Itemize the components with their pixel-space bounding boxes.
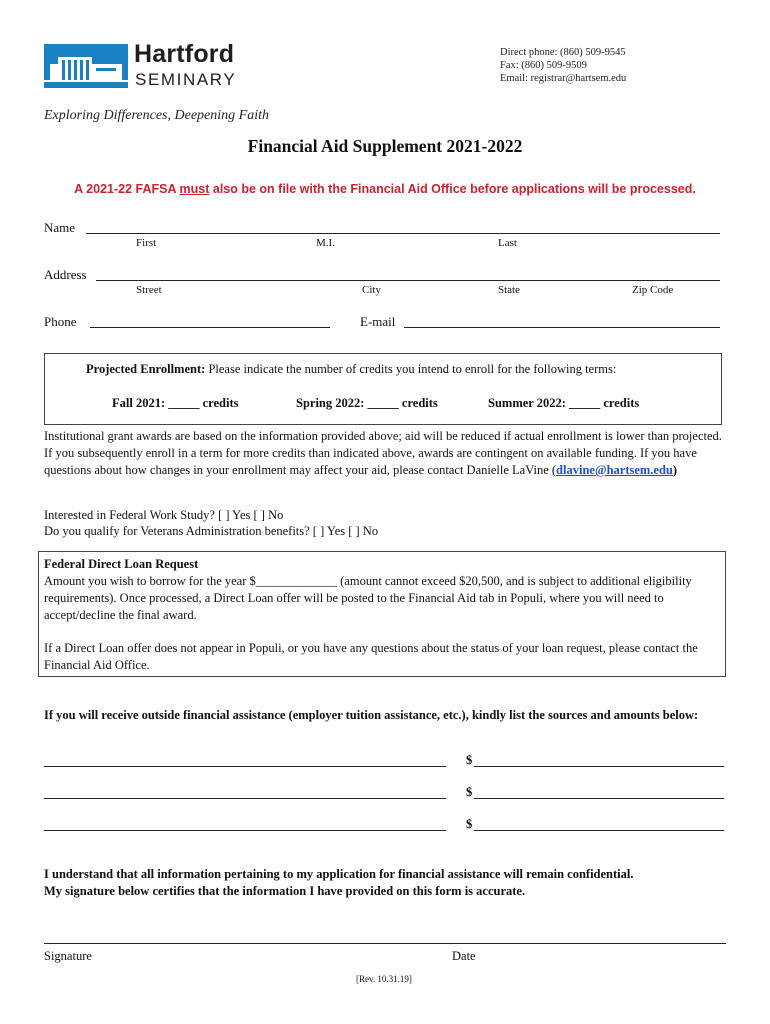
- state-sublabel: State: [498, 284, 520, 296]
- outside-amount-field-3[interactable]: [474, 830, 724, 831]
- fafsa-warning: [0, 182, 770, 196]
- outside-source-field-1[interactable]: [44, 766, 446, 767]
- outside-source-field-3[interactable]: [44, 830, 446, 831]
- last-sublabel: Last: [498, 237, 517, 249]
- grant-note-close: ): [672, 463, 678, 477]
- contact-fax: Fax: (860) 509-9509: [500, 60, 587, 71]
- address-label: Address: [44, 267, 87, 282]
- city-sublabel: City: [362, 284, 381, 296]
- dollar-sign-1: $: [466, 753, 473, 767]
- outside-amount-field-1[interactable]: [474, 766, 724, 767]
- enrollment-intro-rest: Please indicate the number of credits you intend to enroll for the following terms:: [205, 362, 617, 376]
- loan-heading: Federal Direct Loan Request: [44, 557, 199, 571]
- summer-credits[interactable]: Summer 2022: _____ credits: [488, 396, 640, 410]
- street-sublabel: Street: [136, 284, 162, 296]
- phone-field[interactable]: [90, 327, 330, 328]
- warning-must: must: [179, 182, 210, 196]
- logo-name: Hartford: [134, 40, 235, 68]
- grant-contact-email-link[interactable]: dlavine@hartsem.edu: [556, 463, 673, 477]
- enrollment-intro-bold: Projected Enrollment:: [86, 362, 206, 376]
- enrollment-intro: [86, 361, 616, 378]
- form-title: Financial Aid Supplement 2021-2022: [247, 136, 523, 156]
- outside-assistance-text: If you will receive outside financial assistance (employer tuition assistance, etc.), kindly list the sources and amounts below:: [44, 708, 699, 722]
- contact-email: Email: registrar@hartsem.edu: [500, 73, 627, 84]
- veterans-question[interactable]: Do you qualify for Veterans Administration benefits? [ ] Yes [ ] No: [44, 524, 379, 538]
- address-field[interactable]: [96, 280, 720, 281]
- date-label: Date: [452, 949, 476, 963]
- name-label: Name: [44, 220, 76, 235]
- first-sublabel: First: [136, 237, 157, 249]
- name-field[interactable]: [86, 233, 720, 234]
- warning-post: also be on file with the Financial Aid Office before applications will be processed.: [209, 182, 696, 196]
- outside-source-field-2[interactable]: [44, 798, 446, 799]
- contact-info: [500, 46, 626, 85]
- seminary-logo-graphic: [44, 44, 128, 88]
- loan-paragraph-1: Amount you wish to borrow for the year $_____________ (amount cannot exceed $20,500, and is subject to additional eligibility requirements). Once processed, a Direct Loan offer will be posted to the Financial Aid tab in Populi, where you will need to accept/decline the final award.: [44, 574, 692, 622]
- fall-credits[interactable]: Fall 2021: _____ credits: [112, 396, 239, 410]
- dollar-sign-3: $: [466, 817, 473, 831]
- loan-paragraph-2: If a Direct Loan offer does not appear in Populi, or you have any questions about the status of your loan request, please contact the Financial Aid Office.: [44, 641, 698, 672]
- revision-note: [Rev. 10.31.19]: [356, 974, 412, 984]
- email-label: E-mail: [360, 314, 396, 329]
- dollar-sign-2: $: [466, 785, 473, 799]
- grant-note: [44, 428, 724, 479]
- email-field[interactable]: [404, 327, 720, 328]
- phone-label: Phone: [44, 314, 77, 329]
- certification-line-2: My signature below certifies that the information I have provided on this form is accurate.: [44, 884, 526, 898]
- grant-note-text: Institutional grant awards are based on the information provided above; aid will be reduced if actual enrollment is lower than projected. If you subsequently enroll in a term for more credits than indicated above, awards are contingent on available funding. If you have questions about how changes in your enrollment may affect your aid, please contact Danielle LaVine (: [44, 429, 722, 477]
- contact-phone: Direct phone: (860) 509-9545: [500, 47, 626, 58]
- mi-sublabel: M.I.: [316, 237, 335, 249]
- warning-pre: A 2021-22 FAFSA: [74, 182, 180, 196]
- outside-amount-field-2[interactable]: [474, 798, 724, 799]
- work-study-question[interactable]: Interested in Federal Work Study? [ ] Yes [ ] No: [44, 508, 284, 522]
- logo-subtitle: SEMINARY: [135, 70, 237, 89]
- zip-sublabel: Zip Code: [632, 284, 674, 296]
- certification-line-1: I understand that all information pertaining to my application for financial assistance will remain confidential.: [44, 867, 634, 881]
- signature-date-line[interactable]: [44, 943, 726, 944]
- signature-label: Signature: [44, 949, 92, 963]
- spring-credits[interactable]: Spring 2022: _____ credits: [296, 396, 438, 410]
- tagline: Exploring Differences, Deepening Faith: [44, 108, 269, 123]
